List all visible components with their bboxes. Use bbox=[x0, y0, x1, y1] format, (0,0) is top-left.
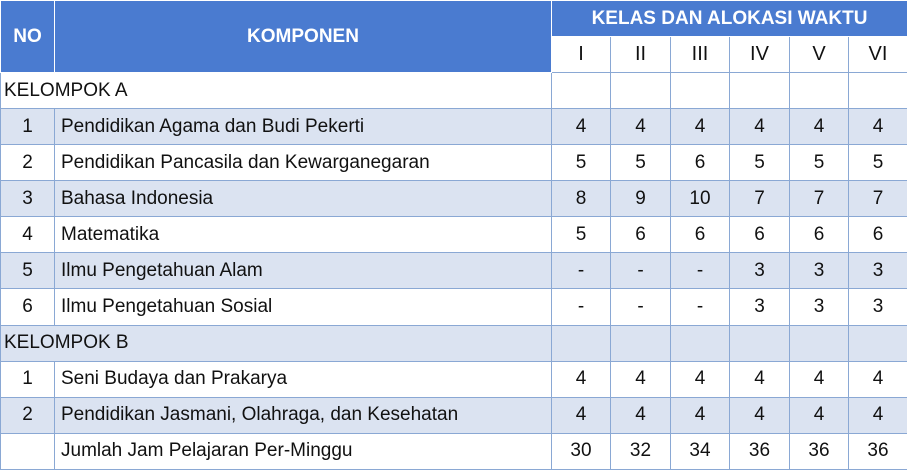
empty-cell bbox=[790, 73, 849, 109]
table-row bbox=[1, 397, 907, 433]
hours-grade-4: 36 bbox=[730, 433, 790, 469]
group-row bbox=[1, 325, 907, 361]
header-no: NO bbox=[1, 1, 55, 73]
hours-grade-6: 4 bbox=[849, 361, 907, 397]
hours-grade-3: - bbox=[671, 289, 730, 325]
hours-grade-1: - bbox=[552, 289, 611, 325]
row-number: 2 bbox=[1, 145, 55, 181]
hours-grade-4: 6 bbox=[730, 217, 790, 253]
hours-grade-1: 4 bbox=[552, 361, 611, 397]
total-row bbox=[1, 433, 907, 469]
hours-grade-1: - bbox=[552, 253, 611, 289]
hours-grade-3: 4 bbox=[671, 397, 730, 433]
empty-cell bbox=[611, 325, 671, 361]
empty-cell bbox=[552, 325, 611, 361]
empty-cell bbox=[611, 73, 671, 109]
hours-grade-2: 4 bbox=[611, 397, 671, 433]
hours-grade-6: 6 bbox=[849, 217, 907, 253]
empty-cell bbox=[671, 325, 730, 361]
component-name: Pendidikan Jasmani, Olahraga, dan Kesehatan bbox=[55, 397, 552, 433]
component-name: Jumlah Jam Pelajaran Per-Minggu bbox=[55, 433, 552, 469]
hours-grade-2: 4 bbox=[611, 109, 671, 145]
hours-grade-5: 4 bbox=[790, 109, 849, 145]
hours-grade-1: 30 bbox=[552, 433, 611, 469]
hours-grade-2: - bbox=[611, 289, 671, 325]
hours-grade-2: 32 bbox=[611, 433, 671, 469]
component-name: Pendidikan Agama dan Budi Pekerti bbox=[55, 109, 552, 145]
header-grade-1: I bbox=[552, 37, 611, 73]
empty-cell bbox=[849, 73, 907, 109]
hours-grade-1: 8 bbox=[552, 181, 611, 217]
hours-grade-5: 5 bbox=[790, 145, 849, 181]
table-row bbox=[1, 109, 907, 145]
hours-grade-6: 3 bbox=[849, 253, 907, 289]
hours-grade-5: 6 bbox=[790, 217, 849, 253]
header-grade-2: II bbox=[611, 37, 671, 73]
hours-grade-6: 3 bbox=[849, 289, 907, 325]
component-name: Pendidikan Pancasila dan Kewarganegaran bbox=[55, 145, 552, 181]
group-row bbox=[1, 73, 907, 109]
row-number: 5 bbox=[1, 253, 55, 289]
empty-cell bbox=[790, 325, 849, 361]
component-name: Matematika bbox=[55, 217, 552, 253]
hours-grade-6: 36 bbox=[849, 433, 907, 469]
hours-grade-2: 6 bbox=[611, 217, 671, 253]
hours-grade-1: 5 bbox=[552, 145, 611, 181]
table-row bbox=[1, 181, 907, 217]
hours-grade-3: 4 bbox=[671, 109, 730, 145]
hours-grade-3: 6 bbox=[671, 217, 730, 253]
hours-grade-3: 4 bbox=[671, 361, 730, 397]
header-grade-6: VI bbox=[849, 37, 907, 73]
hours-grade-5: 36 bbox=[790, 433, 849, 469]
hours-grade-2: - bbox=[611, 253, 671, 289]
header-grade-3: III bbox=[671, 37, 730, 73]
table-row bbox=[1, 361, 907, 397]
hours-grade-4: 4 bbox=[730, 361, 790, 397]
empty-cell bbox=[730, 325, 790, 361]
empty-cell bbox=[730, 73, 790, 109]
hours-grade-4: 3 bbox=[730, 253, 790, 289]
hours-grade-2: 9 bbox=[611, 181, 671, 217]
row-number: 6 bbox=[1, 289, 55, 325]
header-grade-5: V bbox=[790, 37, 849, 73]
hours-grade-3: 34 bbox=[671, 433, 730, 469]
row-number: 3 bbox=[1, 181, 55, 217]
hours-grade-4: 7 bbox=[730, 181, 790, 217]
component-name: Ilmu Pengetahuan Sosial bbox=[55, 289, 552, 325]
hours-grade-4: 4 bbox=[730, 109, 790, 145]
row-number: 1 bbox=[1, 109, 55, 145]
hours-grade-3: 10 bbox=[671, 181, 730, 217]
group-label: KELOMPOK B bbox=[1, 325, 552, 361]
empty-cell bbox=[552, 73, 611, 109]
empty-cell bbox=[671, 73, 730, 109]
hours-grade-5: 3 bbox=[790, 289, 849, 325]
table-row bbox=[1, 217, 907, 253]
hours-grade-5: 4 bbox=[790, 397, 849, 433]
header-komponen: KOMPONEN bbox=[55, 1, 552, 73]
table-row bbox=[1, 289, 907, 325]
component-name: Ilmu Pengetahuan Alam bbox=[55, 253, 552, 289]
hours-grade-6: 4 bbox=[849, 397, 907, 433]
header-kelas: KELAS DAN ALOKASI WAKTU bbox=[552, 1, 907, 37]
hours-grade-5: 4 bbox=[790, 361, 849, 397]
hours-grade-6: 5 bbox=[849, 145, 907, 181]
group-label: KELOMPOK A bbox=[1, 73, 552, 109]
row-number bbox=[1, 433, 55, 469]
header-grade-4: IV bbox=[730, 37, 790, 73]
hours-grade-2: 5 bbox=[611, 145, 671, 181]
hours-grade-1: 4 bbox=[552, 397, 611, 433]
row-number: 1 bbox=[1, 361, 55, 397]
hours-grade-4: 3 bbox=[730, 289, 790, 325]
component-name: Bahasa Indonesia bbox=[55, 181, 552, 217]
hours-grade-5: 3 bbox=[790, 253, 849, 289]
hours-grade-6: 7 bbox=[849, 181, 907, 217]
table-row bbox=[1, 253, 907, 289]
table-body bbox=[1, 73, 907, 470]
hours-grade-3: 6 bbox=[671, 145, 730, 181]
row-number: 2 bbox=[1, 397, 55, 433]
row-number: 4 bbox=[1, 217, 55, 253]
hours-grade-4: 5 bbox=[730, 145, 790, 181]
hours-grade-3: - bbox=[671, 253, 730, 289]
hours-grade-5: 7 bbox=[790, 181, 849, 217]
hours-grade-4: 4 bbox=[730, 397, 790, 433]
table-row bbox=[1, 145, 907, 181]
component-name: Seni Budaya dan Prakarya bbox=[55, 361, 552, 397]
hours-grade-1: 5 bbox=[552, 217, 611, 253]
hours-grade-2: 4 bbox=[611, 361, 671, 397]
hours-grade-6: 4 bbox=[849, 109, 907, 145]
empty-cell bbox=[849, 325, 907, 361]
hours-grade-1: 4 bbox=[552, 109, 611, 145]
